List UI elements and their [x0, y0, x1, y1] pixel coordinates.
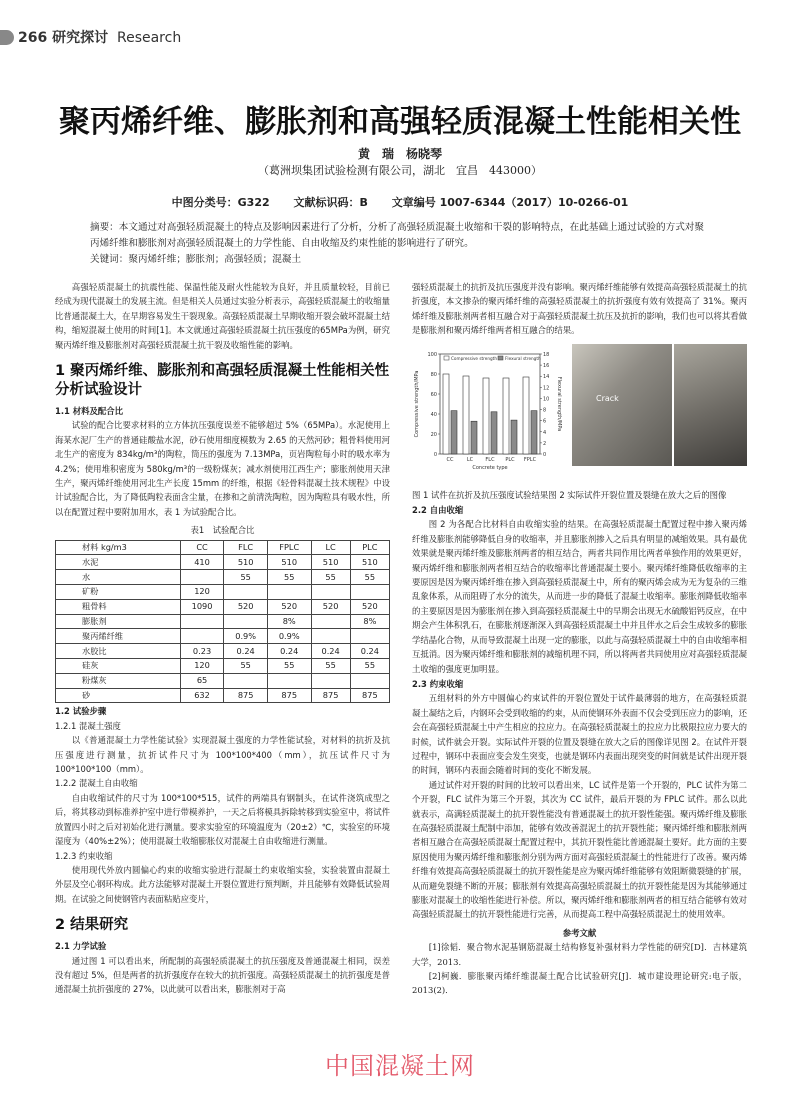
section-1-2-2-title: 1.2.2 混凝土自由收缩: [55, 778, 138, 789]
section-2-2-title: 2.2 自由收缩: [412, 505, 464, 516]
table-cell: [311, 585, 350, 600]
table-cell: [180, 629, 224, 644]
table-cell: 0.24: [224, 644, 268, 659]
table-cell: 55: [311, 659, 350, 674]
x-tick-label: FPLC: [523, 456, 537, 463]
table-cell: 55: [267, 659, 311, 674]
table-cell: 0.9%: [224, 629, 268, 644]
y-tick-label: 100: [427, 351, 437, 358]
table-cell: [350, 629, 389, 644]
table-cell: 410: [180, 555, 224, 570]
figure-caption: 图 1 试件在抗折及抗压强度试验结果图 2 实际试件开裂位置及裂缝在放大之后的图像: [412, 489, 727, 500]
table-row-label: 水胶比: [56, 644, 181, 659]
y2-tick-label: 0: [543, 451, 547, 458]
section-1-1-text: 试验的配合比要求材料的立方体抗压强度误差不能够超过 5%（65MPa）。水泥使用上海某水泥厂生产的普通硅酸盐水泥，砂石使用细度模数为 2.65 的天然河砂；粗骨料使用河北生产的密度为 834kg/m³的陶粒，筒压的强度为 7.13MPa，页岩陶粒每小时的吸水率为 4.2%；使用堆积密度为 580kg/m³的一级粉煤灰；减水剂使用江西生产；膨胀剂使用天津生产，聚丙烯纤维使用河北生产长度 15mm 的纤维，根据《轻骨料混凝土技术规程》中设计试验配合比，为了降低陶粒表面含尘量，在掺和之前清洗陶粒，因为陶粒具有吸水性，所以在配置过程中要附加用水，表 1 为试验配合比。: [55, 420, 390, 517]
bar-compressive: [523, 377, 529, 454]
table-cell: 0.24: [350, 644, 389, 659]
table-row-label: 膨胀剂: [56, 614, 181, 629]
table-cell: 510: [267, 555, 311, 570]
table-cell: [311, 673, 350, 688]
right-column: [412, 280, 747, 998]
x-tick-label: LC: [466, 456, 474, 463]
table-cell: 875: [224, 688, 268, 703]
clc-number: 中图分类号：G322: [171, 196, 270, 209]
bar-flexural: [451, 410, 457, 453]
mix-proportion-table: [55, 540, 390, 704]
table-cell: 120: [180, 659, 224, 674]
table-cell: 65: [180, 673, 224, 688]
bar-compressive: [443, 374, 449, 454]
table-cell: 520: [311, 599, 350, 614]
y2-tick-label: 10: [543, 396, 550, 403]
strength-bar-chart: [412, 344, 562, 484]
section-name-en: Research: [116, 30, 182, 46]
specimen-photo: [572, 344, 672, 466]
section-1-2-2-text: 自由收缩试件的尺寸为 100*100*515，试件的两端具有钢制头，在试件浇筑成型之后，将其移动到标准养护室中进行带模养护，一天之后将模具拆除转移到实验室中，将试件放置四小时之后对初始化进行测量。要求实验室的环境温度为（20±2）℃，实验室的环境湿度为（40%±2%）；使用混凝土收缩膨胀仪对混凝土自由收缩进行测量。: [55, 792, 390, 847]
table-cell: 0.24: [267, 644, 311, 659]
legend-flexural: Flexural strength: [505, 355, 541, 361]
table-header-cell: LC: [311, 540, 350, 555]
table-cell: [267, 673, 311, 688]
section-1-2-3-text: 使用现代外放内圆偏心约束的收缩实验进行混凝土约束收缩实验，实验装置由混凝土外层及空心钢环构成。此方法能够对混凝土开裂位置进行预判断，并且能够有效降低试验周期。在试验之间使钢管内表面粘贴应变片，: [55, 864, 390, 904]
y-tick-label: 60: [430, 391, 437, 398]
figure-1-2: [412, 344, 747, 484]
y2-tick-label: 2: [543, 440, 547, 447]
table-header-cell: FLC: [224, 540, 268, 555]
watermark-text: 中国混凝土网: [325, 1052, 475, 1080]
table-cell: [350, 673, 389, 688]
section-1-2-3-title: 1.2.3 约束收缩: [55, 850, 113, 861]
keywords: 关键词：聚丙烯纤维；膨胀剂；高强轻质；混凝土: [90, 254, 302, 265]
section-2-1-text: 通过图 1 可以看出来，所配制的高强轻质混凝土的抗压强度及普通混凝土相同，误差没有超过 5%，但是两者的抗折强度存在较大的抗折强度。高强轻质混凝土的抗折强度是普通混凝土抗折强度的 27%，以此就可以看出来，膨胀剂对于高: [55, 955, 390, 995]
bar-flexural: [511, 420, 517, 454]
y2-tick-label: 4: [543, 429, 547, 436]
table-cell: 55: [224, 659, 268, 674]
table-cell: [311, 629, 350, 644]
table-cell: 875: [311, 688, 350, 703]
table-cell: 510: [311, 555, 350, 570]
references-title: 参考文献: [562, 927, 597, 938]
y-tick-label: 40: [430, 411, 437, 418]
y2-tick-label: 6: [543, 418, 547, 425]
table-row-label: 粗骨料: [56, 599, 181, 614]
table-caption: 表1 试验配合比: [190, 525, 255, 536]
y2-tick-label: 8: [543, 407, 547, 414]
section-2-3-text-2: 通过试件对开裂的时间的比较可以看出来，LC 试件是第一个开裂的，PLC 试件为第二个开裂，FLC 试件为第三个开裂，其次为 CC 试件，最后开裂的为 FPLC 试件。那么以此就表示，高满轻质混凝土的抗开裂性能没有普通混凝土的抗开裂性能强。聚丙烯纤维及膨胀在高强轻质混凝土配制中添加，能够有效改善混泥土的抗开裂性能；聚丙烯纤维和膨胀剂两者相互融合在高强轻质混凝土配置过程中，其抗开裂性能比普通混凝土要好。此方面的主要原因使用为聚丙烯纤维和膨胀剂分别为两方面对高强轻质混凝土的性能进行了改善。聚丙烯纤维有效提高高强轻质混凝土的抗开裂性能是应为聚丙烯纤维能够有效阻断微裂缝的扩展，从而避免裂缝不断的开展；膨胀剂有效提高高强轻质混凝土的抗开裂性能是因为其能够通过膨胀对混凝土的收缩性能进行补偿。所以，聚丙烯纤维和膨胀剂两者的相互结合能够有效对高强轻质混凝土的抗开裂性能进行完善，从而提高工程中高强轻质混泥土的使用效率。: [412, 779, 747, 920]
affiliation: （葛洲坝集团试验检测有限公司，湖北 宜昌 443000）: [258, 164, 542, 177]
y2-tick-label: 12: [543, 384, 550, 391]
table-row-label: 硅灰: [56, 659, 181, 674]
table-row-label: 矿粉: [56, 585, 181, 600]
x-tick-label: PLC: [505, 456, 515, 463]
table-cell: [180, 570, 224, 585]
table-row-label: 水: [56, 570, 181, 585]
authors: 黄 瑞 杨晓琴: [357, 147, 442, 161]
table-row: [56, 629, 390, 644]
y2-tick-label: 14: [543, 373, 550, 380]
table-cell: 632: [180, 688, 224, 703]
intro-paragraph: 高强轻质混凝土的抗震性能、保温性能及耐火性能较为良好，并且质量较轻，目前已经成为现代混凝土的发展主流。但是相关人员通过实验分析表示，高强轻质混凝土的收缩量比普通混凝土大，在早期容易发生干裂现象。高强轻质混凝土早期收缩开裂会破坏混凝土结构，缩短混凝土使用的时间[1]。本文就通过高强轻质混凝土抗压强度的65MPa为例，研究聚丙烯纤维及膨胀剂对高强轻质混凝土抗干裂及收缩性能的影响。: [55, 282, 390, 350]
table-cell: [311, 614, 350, 629]
abstract: [90, 220, 710, 268]
table-cell: [224, 673, 268, 688]
table-cell: [224, 585, 268, 600]
section-1-2-1-text: 以《普通混凝土力学性能试验》实现混凝土强度的力学性能试验，对材料的抗折及抗压强度进行测量，抗折试件尺寸为 100*100*400（mm），抗压试件尺寸为 100*100*100（mm）。: [55, 735, 390, 775]
bar-compressive: [503, 378, 509, 454]
table-cell: 8%: [267, 614, 311, 629]
section-2-3-title: 2.3 约束收缩: [412, 678, 464, 689]
left-column: [55, 280, 390, 997]
bar-compressive: [483, 378, 489, 454]
y-tick-label: 80: [430, 371, 437, 378]
table-row: [56, 644, 390, 659]
table-row: [56, 585, 390, 600]
table-cell: 1090: [180, 599, 224, 614]
section-2-title: 2 结果研究: [55, 917, 129, 934]
table-cell: 520: [224, 599, 268, 614]
section-name: 研究探讨: [52, 30, 109, 46]
table-body: [56, 555, 390, 703]
x-tick-label: CC: [446, 456, 454, 463]
y2-axis-label: Flexural strength/MPa: [556, 376, 562, 431]
table-row: [56, 555, 390, 570]
table-cell: 0.24: [311, 644, 350, 659]
table-cell: 875: [350, 688, 389, 703]
table-cell: 520: [350, 599, 389, 614]
article-number: 文章编号 1007-6344（2017）10-0266-01: [391, 196, 629, 209]
table-header-cell: FPLC: [267, 540, 311, 555]
y-tick-label: 20: [430, 431, 437, 438]
page-header: [0, 26, 800, 48]
section-2-1-title: 2.1 力学试验: [55, 941, 107, 952]
table-cell: 55: [350, 659, 389, 674]
table-cell: 520: [267, 599, 311, 614]
right-intro-paragraph: 强轻质混凝土的抗折及抗压强度并没有影响。聚丙烯纤维能够有效提高高强轻质混凝土的抗折强度，本文掺杂的聚丙烯纤维的高强轻质混凝土的抗折强度有效有效提高了 31%。聚丙烯纤维及膨胀剂两者相互融合对于高强轻质混凝土抗压及抗折的影响，我们也可以将其看做是膨胀剂和聚丙烯纤维两者相互融合的结果。: [412, 282, 747, 336]
table-header-row: [56, 540, 390, 555]
table-cell: [267, 585, 311, 600]
table-cell: 8%: [350, 614, 389, 629]
y2-tick-label: 16: [543, 362, 550, 369]
article-title: 聚丙烯纤维、膨胀剂和高强轻质混凝土性能相关性: [59, 104, 741, 140]
table-cell: 510: [224, 555, 268, 570]
table-row-label: 粉煤灰: [56, 673, 181, 688]
abstract-text: 摘要：本文通过对高强轻质混凝土的特点及影响因素进行了分析，分析了高强轻质混凝土收缩和干裂的影响特点，在此基础上通过试验的方式对聚丙烯纤维和膨胀剂对高强轻质混凝土的力学性能、自由收缩及约束性能的影响进行了研究。: [90, 222, 704, 249]
x-axis-label: Concrete type: [472, 464, 508, 471]
article-meta: [0, 194, 800, 210]
section-2-3-text: 五组材料的外方中圆偏心约束试件的开裂位置处于试件最薄弱的地方，在高强轻质混凝土凝结之后，内钢环会受到收缩的约束，从而使钢环外表面不仅会受到压应力的影响，还会在高强轻质混凝土中产生相应的拉应力。在高强轻质混凝土的拉应力比极限拉应力要大的时候，试件就会开裂。实际试件开裂的位置及裂缝在放大之后的图像详见图 2。在试件开裂过程中，钢环中表面应变会发生突变，也就是钢环内表面出现突变的时间就是试件出现开裂的时间，钢环内表面会随着时间的变化不断发展。: [412, 693, 747, 776]
reference-item: [1]徐韬．聚合物水泥基钢筋混凝土结构修复补强材料力学性能的研究[D]．吉林建筑大学，2013．: [412, 942, 747, 967]
table-row-label: 砂: [56, 688, 181, 703]
header-text: [18, 27, 181, 47]
section-1-2-title: 1.2 试验步骤: [55, 706, 107, 717]
table-cell: 120: [180, 585, 224, 600]
y-axis-label: Compressive strength/MPa: [414, 370, 420, 438]
bar-flexural: [491, 411, 497, 453]
reference-item: [2]柯巍．膨胀聚丙烯纤维混凝土配合比试验研究[J]．城市建设理论研究:电子版，2013(2)．: [412, 971, 747, 996]
table-cell: [180, 614, 224, 629]
legend-swatch-flexural: [498, 356, 503, 360]
table-row: [56, 688, 390, 703]
header-tab-shape: [0, 30, 14, 45]
table-cell: 510: [350, 555, 389, 570]
y-tick-label: 0: [433, 451, 437, 458]
table-cell: [224, 614, 268, 629]
legend-compressive: Compressive strength: [451, 355, 497, 361]
table-cell: 55: [350, 570, 389, 585]
table-cell: 55: [311, 570, 350, 585]
table-row-label: 聚丙烯纤维: [56, 629, 181, 644]
table-cell: 0.9%: [267, 629, 311, 644]
y2-tick-label: 18: [543, 351, 550, 358]
table-header-cell: CC: [180, 540, 224, 555]
crack-closeup-photo: [674, 344, 747, 466]
table-row: [56, 673, 390, 688]
bar-flexural: [531, 410, 537, 453]
page-number: 266: [18, 30, 48, 46]
table-row: [56, 570, 390, 585]
legend-swatch-compressive: [444, 356, 449, 360]
crack-label: Crack: [596, 393, 619, 403]
section-1-1-title: 1.1 材料及配合比: [55, 406, 124, 417]
bar-compressive: [463, 376, 469, 454]
table-row: [56, 599, 390, 614]
table-header-cell: PLC: [350, 540, 389, 555]
table-row-label: 水泥: [56, 555, 181, 570]
table-cell: 55: [224, 570, 268, 585]
bar-flexural: [471, 421, 477, 454]
table-header-cell: 材料 kg/m3: [56, 540, 181, 555]
table-row: [56, 659, 390, 674]
x-tick-label: FLC: [485, 456, 495, 463]
table-cell: [350, 585, 389, 600]
table-cell: 875: [267, 688, 311, 703]
table-cell: 55: [267, 570, 311, 585]
section-2-2-text: 图 2 为各配合比材料自由收缩实验的结果。在高强轻质混凝土配置过程中掺入聚丙烯纤维及膨胀剂能够降低自身的收缩率，并且膨胀剂掺入之后具有明显的减缩效果。具有最优效果就是聚丙烯纤维及膨胀剂两者的相互结合，两者共同作用比两者单独作用的效果更好，聚丙烯纤维和膨胀剂两者相互结合的收缩率比普通混凝土要小。聚丙烯纤维降低收缩率的主要原因是因为聚丙烯纤维在掺入到高强轻质混凝土中，所有的聚丙烯会成为无为复杂的三维乱象体系，从而阻碍了水分的流失，从而进一步的降低了混凝土收缩率。膨胀剂降低收缩率的主要原因是因为膨胀剂在掺入到高强轻质混凝土中的早期会出现无水硫酸铝钙反应，在中期会产生体积乳石，在膨胀剂逐渐深入到高强轻质混凝土中并且伴水之后会生成较多的膨胀学结晶化合物，从而导致混凝土出现一定的膨胀，以此与高强轻质混凝土中的自由收缩率相互抵消。因为聚丙烯纤维和膨胀剂的减缩机理不同，所以将两者共同使用应对高强轻质混凝土收缩的强度更加明显。: [412, 519, 747, 674]
section-1-title: 1 聚丙烯纤维、膨胀剂和高强轻质混凝土性能相关性分析试验设计: [55, 363, 390, 399]
document-code: 文献标识码：B: [293, 196, 368, 209]
section-1-2-1-title: 1.2.1 混凝土强度: [55, 720, 121, 731]
table-row: [56, 614, 390, 629]
table-cell: 0.23: [180, 644, 224, 659]
